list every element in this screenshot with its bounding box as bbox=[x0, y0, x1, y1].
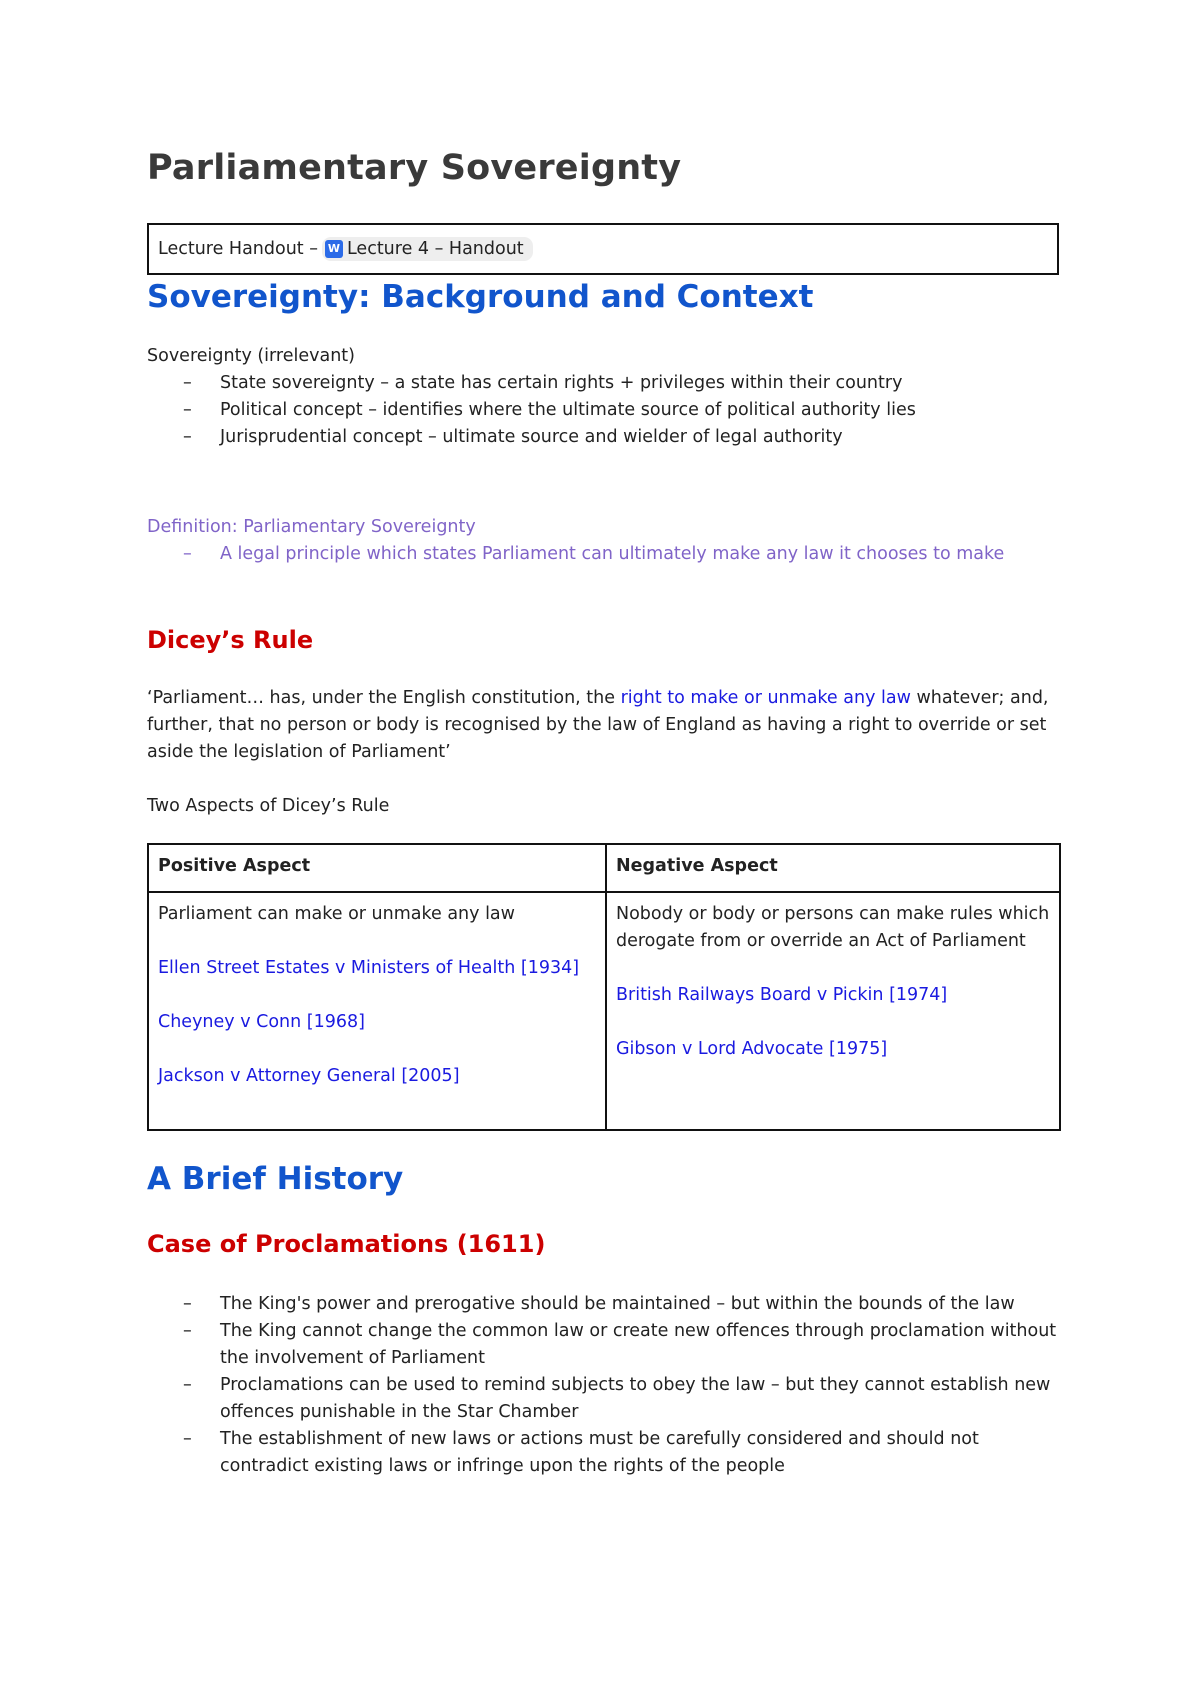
positive-text: Parliament can make or unmake any law bbox=[158, 904, 515, 924]
definition-section bbox=[147, 514, 1061, 568]
list-item: – State sovereignty – a state has certain rights + privileges within their country bbox=[147, 370, 1061, 397]
proclamations-heading: Case of Proclamations (1611) bbox=[147, 1230, 546, 1258]
aspects-table bbox=[147, 843, 1061, 1131]
definition-list bbox=[147, 541, 1061, 568]
list-item: – Proclamations can be used to remind subjects to obey the law – but they cannot establish new offences punishable in the Star Chamber bbox=[147, 1372, 1061, 1426]
proclamations-section bbox=[147, 1291, 1061, 1480]
dicey-quote bbox=[147, 685, 1061, 766]
case-reference: Cheyney v Conn [1968] bbox=[158, 1012, 365, 1032]
dicey-heading: Dicey’s Rule bbox=[147, 626, 314, 654]
handout-label: Lecture Handout – bbox=[158, 239, 318, 259]
proclamations-list bbox=[147, 1291, 1061, 1480]
quote-end: whatever; and, further, that no person or body is recognised by the law of England as having a right to override or set aside the legislation of Parliament’ bbox=[147, 688, 1049, 762]
aspects-intro: Two Aspects of Dicey’s Rule bbox=[147, 796, 390, 816]
sovereignty-intro: Sovereignty (irrelevant) bbox=[147, 346, 356, 366]
list-item: – The establishment of new laws or actions must be carefully considered and should not contradict existing laws or infringe upon the rights of the people bbox=[147, 1426, 1061, 1480]
list-item: – The King cannot change the common law or create new offences through proclamation without the involvement of Parliament bbox=[147, 1318, 1061, 1372]
negative-text: Nobody or body or persons can make rules which derogate from or override an Act of Parliament bbox=[616, 904, 1050, 951]
header-positive: Positive Aspect bbox=[148, 844, 606, 892]
negative-cell bbox=[606, 892, 1060, 1130]
header-negative: Negative Aspect bbox=[606, 844, 1060, 892]
history-heading: A Brief History bbox=[147, 1161, 404, 1197]
sovereignty-list bbox=[147, 370, 1061, 451]
section-heading-background: Sovereignty: Background and Context bbox=[147, 279, 814, 315]
case-reference: Ellen Street Estates v Ministers of Health [1934] bbox=[158, 958, 580, 978]
definition-label: Definition: Parliamentary Sovereignty bbox=[147, 517, 476, 537]
table-header-row bbox=[148, 844, 1060, 892]
lecture-handout-box bbox=[147, 223, 1059, 275]
list-item: – A legal principle which states Parliament can ultimately make any law it chooses to make bbox=[147, 541, 1061, 568]
case-reference: Gibson v Lord Advocate [1975] bbox=[616, 1039, 888, 1059]
case-reference: British Railways Board v Pickin [1974] bbox=[616, 985, 948, 1005]
sovereignty-section bbox=[147, 343, 1061, 451]
table-row bbox=[148, 892, 1060, 1130]
quote-highlight-link: right to make or unmake any law bbox=[620, 688, 911, 708]
handout-file-label: Lecture 4 – Handout bbox=[346, 239, 524, 259]
handout-file-chip[interactable] bbox=[322, 237, 533, 261]
page-title: Parliamentary Sovereignty bbox=[147, 148, 682, 188]
list-item: – Jurisprudential concept – ultimate source and wielder of legal authority bbox=[147, 424, 1061, 451]
list-item: – The King's power and prerogative should be maintained – but within the bounds of the law bbox=[147, 1291, 1061, 1318]
quote-start: ‘Parliament… has, under the English constitution, the bbox=[147, 688, 621, 708]
word-doc-icon: W bbox=[325, 240, 343, 258]
case-reference: Jackson v Attorney General [2005] bbox=[158, 1066, 460, 1086]
list-item: – Political concept – identifies where the ultimate source of political authority lies bbox=[147, 397, 1061, 424]
positive-cell bbox=[148, 892, 606, 1130]
